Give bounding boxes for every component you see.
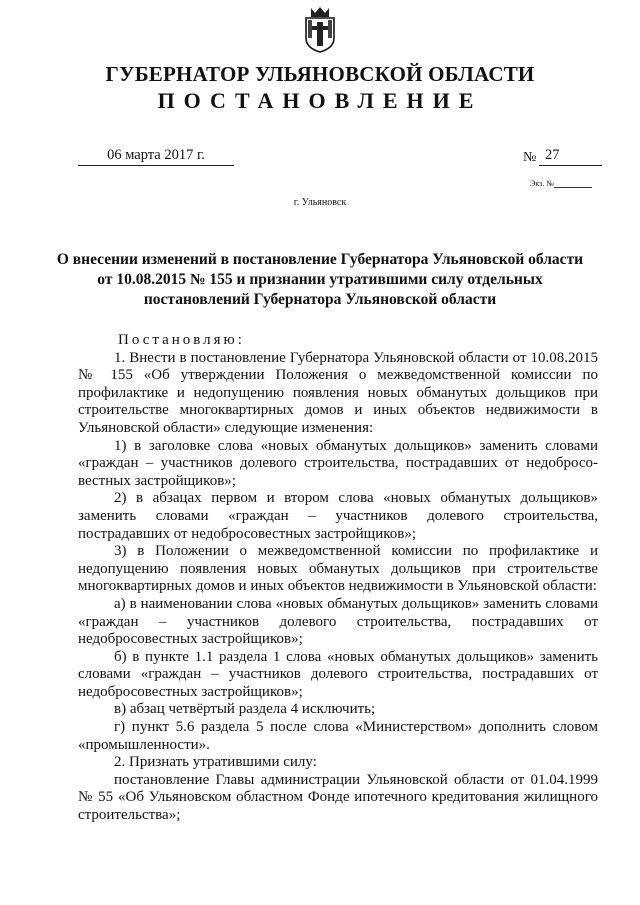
- document-body: [78, 332, 598, 825]
- paragraph-1-3-a: а) в наименовании слова «новых обманутых дольщиков» заменить словами «граждан – участников долевого строительства, пострадавших от недобросовестных застройщиков»;: [78, 595, 598, 648]
- paragraph-1-1: 1) в заголовке слова «новых обманутых дольщиков» заменить словами «граждан – участников долевого строительства, пострадавших от недобросо-вестных застройщиков»;: [78, 437, 598, 489]
- paragraph-1-3-g: г) пункт 5.6 раздела 5 после слова «Министерством» дополнить словом «промышленности».: [78, 719, 598, 753]
- copy-label: Экз. №: [530, 179, 554, 188]
- document-title: О внесении изменений в постановление Губернатора Ульяновской области от 10.08.2015 № 155 и признании утратившими силу отдельных постановлений Губернатора Ульяновской области: [56, 251, 584, 308]
- paragraph-1: 1. Внести в постановление Губернатора Ульяновской области от 10.08.2015 № 155 «Об утверждении Положения о межведомственной комиссии по профилактике и недопущению появления новых обманутых дольщиков при строительстве многоквартирных домов и иных объектов недвижимости в Ульяновской области» следующие изменения:: [78, 349, 598, 436]
- document-type: ПОСТАНОВЛЕНИЕ: [157, 88, 483, 113]
- decree-intro: Постановляю:: [118, 332, 245, 348]
- paragraph-1-2: 2) в абзацах первом и втором слова «новых обманутых дольщиков» заменить словами «граждан – участников долевого строительства, пострадавших от недобросовестных застройщиков»;: [78, 490, 598, 542]
- paragraph-1-3-b: б) в пункте 1.1 раздела 1 слова «новых обманутых дольщиков» заменить словами «граждан – участников долевого строительства, пострадавших от недобросовестных застройщиков»;: [78, 648, 598, 700]
- copy-number: [530, 179, 592, 188]
- document-number: 27: [539, 147, 602, 166]
- ulyanovsk-coat-of-arms-icon: [302, 4, 338, 54]
- copy-number-line: [554, 179, 592, 188]
- paragraph-1-3-v: в) абзац четвёртый раздела 4 исключить;: [114, 701, 376, 718]
- paragraph-2-1: постановление Главы администрации Ульяновской области от 01.04.1999 № 55 «Об Ульяновском областном Фонде ипотечного кредитования жилищного строительства»;: [78, 771, 598, 824]
- organization-name: ГУБЕРНАТОР УЛЬЯНОВСКОЙ ОБЛАСТИ: [105, 62, 535, 86]
- number-label: №: [523, 150, 537, 165]
- document-date: 06 марта 2017 г.: [78, 147, 234, 166]
- paragraph-1-3: 3) в Положении о межведомственной комиссии по профилактике и недопущению появления новых обманутых дольщиков при строительстве многоквартирных домов и иных объектов недвижимости в Ульяновской области:: [78, 543, 598, 595]
- paragraph-2: 2. Признать утратившими силу:: [114, 754, 317, 771]
- city: г. Ульяновск: [293, 197, 347, 208]
